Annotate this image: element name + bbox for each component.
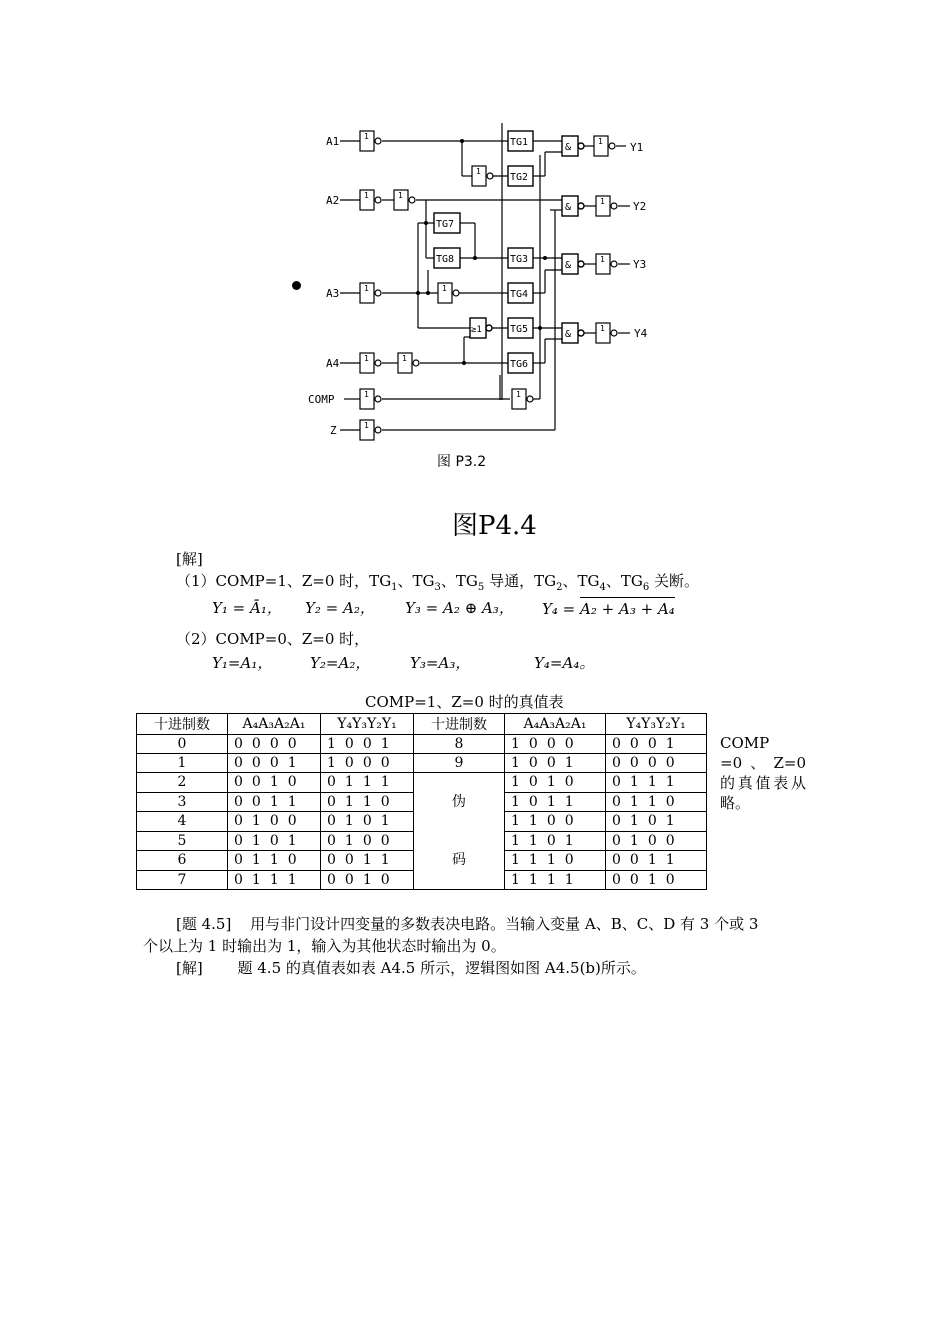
header-outputs: Y₄Y₃Y₂Y₁: [321, 714, 414, 735]
input-label-a4: A4: [326, 357, 340, 370]
inverter-label: 1: [364, 284, 369, 293]
output-label-y3: Y3: [633, 258, 647, 271]
problem-solution-label: [解]: [176, 959, 203, 977]
gate-label-tg4: TG4: [510, 289, 529, 300]
problem-label: [题 4.5]: [176, 915, 232, 933]
table-row: 2 0010 0111 伪 码 1010 0111: [137, 773, 707, 793]
problem-solution-text: 题 4.5 的真值表如表 A4.5 所示，逻辑图如图 A4.5(b)所示。: [237, 959, 646, 977]
output-label-y1: Y1: [630, 141, 644, 154]
inverter-label: 1: [398, 191, 403, 200]
equation-y2: Y₂ = A₂，: [305, 599, 375, 617]
problem-line-1: [176, 913, 758, 935]
output-label-y2: Y2: [633, 200, 647, 213]
header-decimal: 十进制数: [414, 714, 505, 735]
result-y1: Y₁=A₁，: [212, 654, 273, 672]
input-label-a2: A2: [326, 194, 340, 207]
inverter-label: 1: [516, 390, 521, 399]
table-row: 5 0101 0100 1101 0100: [137, 831, 707, 851]
side-note: COMP =0、Z=0 的真值表从略。: [720, 734, 806, 812]
table-row: 3 0011 0110 1011 0110: [137, 792, 707, 812]
inverter-label: 1: [364, 421, 369, 430]
header-decimal: 十进制数: [137, 714, 228, 735]
problem-solution-line: [176, 957, 646, 979]
table-row: 7 0111 0010 1111 0010: [137, 870, 707, 890]
result-y4: Y₄=A₄。: [534, 654, 595, 672]
inverter-label: 1: [364, 354, 369, 363]
solution-line-2: （2）COMP=0、Z=0 时，: [176, 630, 370, 648]
inverter-label: 1: [600, 255, 605, 264]
table-row: 4 0100 0101 1100 0101: [137, 812, 707, 832]
figure-caption: 图P4.4: [452, 511, 537, 541]
result-y3: Y₃=A₃，: [410, 654, 471, 672]
inverter-label: 1: [364, 191, 369, 200]
header-inputs: A₄A₃A₂A₁: [505, 714, 606, 735]
gate-label-tg6: TG6: [510, 359, 529, 370]
equation-y1: Y₁ = Ā₁，: [212, 599, 282, 617]
gate-label-tg8: TG8: [436, 254, 455, 265]
problem-text-1: 用与非门设计四变量的多数表决电路。当输入变量 A、B、C、D 有 3 个或 3: [250, 915, 759, 933]
truth-table: [136, 713, 707, 890]
inverter-label: 1: [364, 390, 369, 399]
gate-label-tg3: TG3: [510, 254, 529, 265]
solution-line-1: （1）COMP=1、Z=0 时，$TG_1$、$TG_3$、$TG_5$ 导通，$TG_2$、$TG_4$、$TG_6$ 关断。: [176, 572, 699, 593]
result-y2: Y₂=A₂，: [310, 654, 371, 672]
and-gate-label: &: [565, 142, 572, 153]
equation-y3: Y₃ = A₂ ⊕ A₃，: [405, 599, 514, 617]
table-row: 1 0001 1000 9 1001 0000: [137, 754, 707, 773]
or-gate-label: ≥1: [471, 325, 482, 335]
problem-line-2: 个以上为 1 时输出为 1，输入为其他状态时输出为 0。: [143, 937, 506, 955]
inverter-label: 1: [364, 132, 369, 141]
gate-label-tg1: TG1: [510, 137, 529, 148]
input-label-a1: A1: [326, 135, 340, 148]
input-label-a3: A3: [326, 287, 340, 300]
inverter-label: 1: [476, 167, 481, 176]
and-gate-label: &: [565, 329, 572, 340]
gate-label-tg2: TG2: [510, 172, 529, 183]
inverter-label: 1: [600, 197, 605, 206]
and-gate-label: &: [565, 260, 572, 271]
inverter-label: 1: [442, 284, 447, 293]
table-title: COMP=1、Z=0 时的真值表: [365, 693, 564, 711]
header-inputs: A₄A₃A₂A₁: [228, 714, 321, 735]
input-label-z: Z: [330, 424, 337, 437]
bullet-dot: [292, 281, 301, 290]
and-gate-label: &: [565, 202, 572, 213]
header-outputs: Y₄Y₃Y₂Y₁: [606, 714, 707, 735]
gate-label-tg7: TG7: [436, 219, 455, 230]
output-label-y4: Y4: [634, 327, 648, 340]
input-label-comp: COMP: [308, 393, 335, 406]
inverter-label: 1: [600, 324, 605, 333]
gate-label-tg5: TG5: [510, 324, 529, 335]
equation-y4: Y₄ = A₂ + A₃ + A₄: [542, 597, 675, 620]
inverter-label: 1: [598, 137, 603, 146]
table-header-row: [137, 714, 707, 735]
table-row: 0 0000 1001 8 1000 0001: [137, 735, 707, 754]
inner-figure-caption: 图 P3.2: [437, 454, 487, 470]
table-row: 6 0110 0011 1110 0011: [137, 851, 707, 871]
inverter-label: 1: [402, 354, 407, 363]
solution-label: [解]: [176, 550, 203, 568]
circuit-diagram: [300, 115, 660, 475]
pseudo-code-cell: 伪 码: [414, 773, 505, 890]
